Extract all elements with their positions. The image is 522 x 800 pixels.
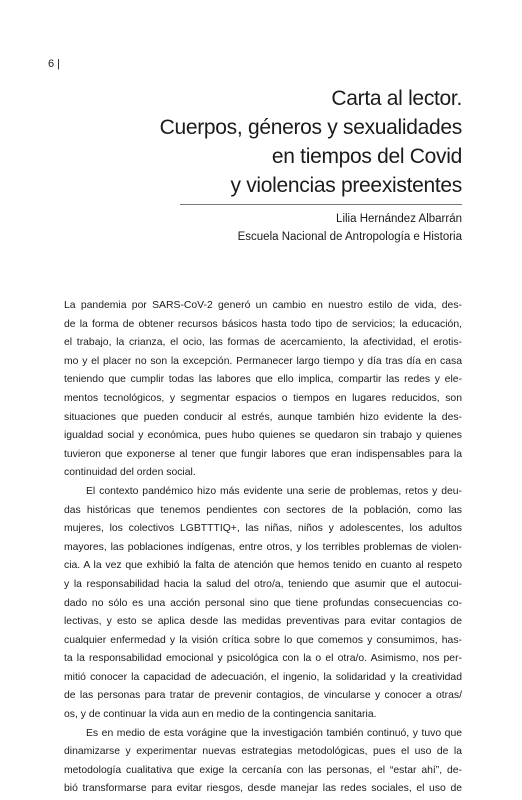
body-line: cualquier enfermedad y la visión crítica sobre lo que comemos y consumimos, has- xyxy=(64,634,462,646)
body-line: continuidad del orden social. xyxy=(64,467,196,479)
body-line: dinamizarse y experimentar nuevas estrategias metodológicas, pues el uso de la xyxy=(64,746,462,758)
article-body xyxy=(64,297,462,799)
body-line: mitió conocer la capacidad de adecuación, el ingenio, la solidaridad y la creatividad xyxy=(64,671,462,683)
body-line: mo y el placer no son la excepción. Permanecer largo tiempo y día tras día en casa xyxy=(64,355,462,367)
body-line: Es en medio de esta vorágine que la investigación también continuó, y tuvo que xyxy=(86,727,462,739)
page-number: 6 | xyxy=(48,58,61,70)
article-title xyxy=(62,84,462,200)
title-line: en tiempos del Covid xyxy=(271,145,462,168)
body-line: lectivas, y esto se aplica desde las medidas preventivas para evitar contagios de xyxy=(64,616,462,628)
body-line: situaciones que pueden conducir al estrés, aunque también hizo evidente la des- xyxy=(64,411,462,423)
author-name: Lilia Hernández Albarrán xyxy=(336,213,462,225)
body-line: metodología cualitativa que exige la cercanía con las personas, el “estar ahí”, de- xyxy=(64,764,462,776)
body-line: mayores, las poblaciones indígenas, entre otros, y los terribles problemas de violen- xyxy=(64,541,462,553)
body-line: tuvieron que exponerse al tener que fungir labores que eran indispensables para la xyxy=(64,448,462,460)
body-line: mujeres, los colectivos LGBTTTIQ+, las niñas, niños y adolescentes, los adultos xyxy=(64,523,462,535)
body-line: os, y de continuar la vida aun en medio de la contingencia sanitaria. xyxy=(64,709,377,721)
author-institution: Escuela Nacional de Antropología e Historia xyxy=(237,231,462,243)
body-line: das históricas que tenemos pendientes con sectores de la población, como las xyxy=(64,504,462,516)
title-divider xyxy=(180,204,462,205)
body-line: el trabajo, la crianza, el ocio, las formas de acercamiento, la afectividad, el erotis- xyxy=(64,337,462,349)
author-block xyxy=(142,210,462,246)
body-line: igualdad social y económica, pues hubo quienes se quedaron sin trabajo y quienes xyxy=(64,430,462,442)
title-line: Carta al lector. xyxy=(331,87,462,110)
body-line: dado no sólo es una acción personal sino que tiene profundas consecuencias co- xyxy=(64,597,462,609)
body-line: bió transformarse para evitar riesgos, desde manejar las redes sociales, el uso de xyxy=(64,783,462,795)
body-line: teniendo que cumplir todas las labores que ello implica, compartir las redes y ele- xyxy=(64,374,462,386)
body-line: de las personas para tratar de prevenir contagios, de vincularse y conocer a otras/ xyxy=(64,690,462,702)
body-line: de la forma de obtener recursos básicos hasta todo tipo de servicios; la educación, xyxy=(64,318,462,330)
body-line: El contexto pandémico hizo más evidente una serie de problemas, retos y deu- xyxy=(86,485,462,497)
title-line: y violencias preexistentes xyxy=(230,174,462,197)
body-line: y la responsabilidad hacia la salud del otro/a, teniendo que asumir que el autocui- xyxy=(64,578,462,590)
body-line: cia. A la vez que exhibió la falta de atención que hemos tenido en cuanto al respeto xyxy=(64,560,462,572)
body-line: La pandemia por SARS-CoV-2 generó un cambio en nuestro estilo de vida, des- xyxy=(64,300,462,311)
body-line: mentos tecnológicos, y segmentar espacios o tiempos en lugares reducidos, son xyxy=(64,392,462,404)
body-line: ta la responsabilidad emocional y psicológica con la o el otra/o. Asimismo, nos per- xyxy=(64,653,462,665)
title-line: Cuerpos, géneros y sexualidades xyxy=(159,116,462,139)
